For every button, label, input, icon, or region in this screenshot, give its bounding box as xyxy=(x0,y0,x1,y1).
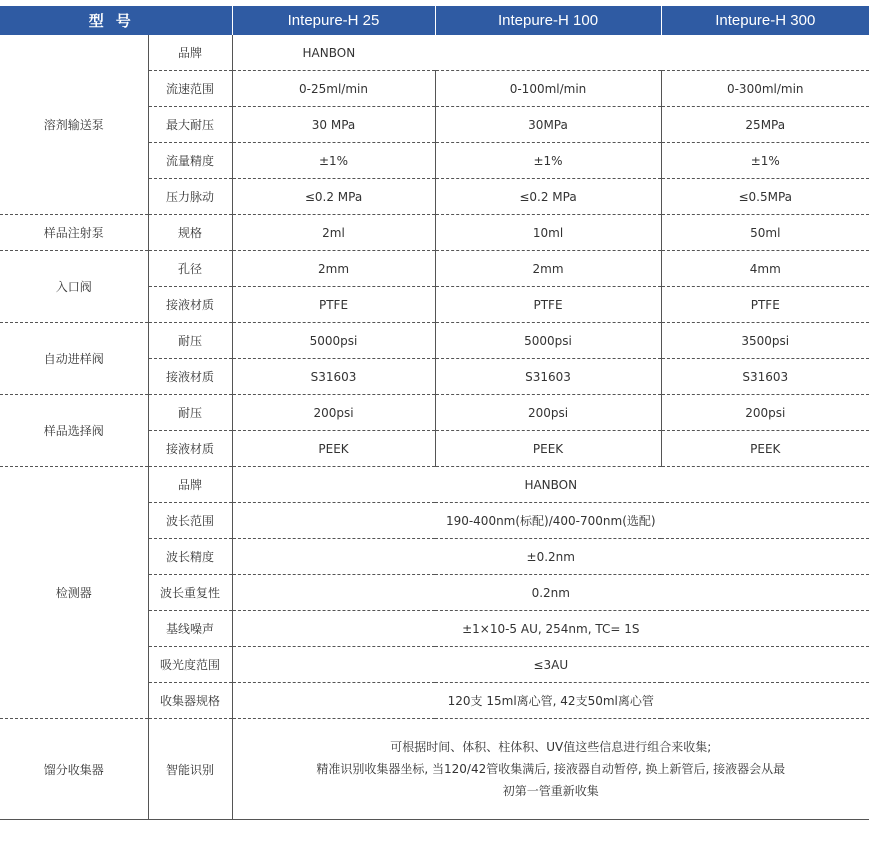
param-bore: 孔径 xyxy=(148,251,232,287)
param-absorbance-range: 吸光度范围 xyxy=(148,647,232,683)
category-fraction-collector: 馏分收集器 xyxy=(0,719,148,820)
category-solvent-pump: 溶剂输送泵 xyxy=(0,35,148,215)
table-row xyxy=(0,35,869,71)
value-cell: ≤0.5MPa xyxy=(661,179,869,215)
value-cell: PTFE xyxy=(661,287,869,323)
value-cell: ≤0.2 MPa xyxy=(232,179,435,215)
value-cell: ±1×10-5 AU, 254nm, TC= 1S xyxy=(232,611,869,647)
param-flow-range: 流速范围 xyxy=(148,71,232,107)
param-wavelength-accuracy: 波长精度 xyxy=(148,539,232,575)
header-row xyxy=(0,6,869,35)
table-row xyxy=(0,719,869,820)
model-h300-header: Intepure-H 300 xyxy=(661,6,869,35)
param-wetted-material: 接液材质 xyxy=(148,287,232,323)
category-sample-pump: 样品注射泵 xyxy=(0,215,148,251)
value-cell: S31603 xyxy=(661,359,869,395)
category-select-valve: 样品选择阀 xyxy=(0,395,148,467)
value-cell: 4mm xyxy=(661,251,869,287)
detector-brand-value: HANBON xyxy=(232,467,869,503)
table-row xyxy=(0,467,869,503)
param-max-pressure: 最大耐压 xyxy=(148,107,232,143)
category-detector: 检测器 xyxy=(0,467,148,719)
value-cell: PEEK xyxy=(661,431,869,467)
table-row xyxy=(0,395,869,431)
model-header: 型号 xyxy=(0,6,232,35)
value-cell: 2ml xyxy=(232,215,435,251)
value-cell: ±1% xyxy=(435,143,661,179)
param-brand: 品牌 xyxy=(148,467,232,503)
value-cell: 10ml xyxy=(435,215,661,251)
value-cell: PEEK xyxy=(232,431,435,467)
value-cell: 2mm xyxy=(435,251,661,287)
value-cell: 2mm xyxy=(232,251,435,287)
value-cell: PTFE xyxy=(435,287,661,323)
param-wavelength-repeatability: 波长重复性 xyxy=(148,575,232,611)
spec-table xyxy=(0,6,869,820)
value-cell: ≤3AU xyxy=(232,647,869,683)
value-cell: 30MPa xyxy=(435,107,661,143)
value-cell: ±1% xyxy=(232,143,435,179)
model-h100-header: Intepure-H 100 xyxy=(435,6,661,35)
smart-line-1: 可根据时间、体积、柱体积、UV值这些信息进行组合来收集; xyxy=(390,740,712,754)
value-cell: 0-25ml/min xyxy=(232,71,435,107)
table-row xyxy=(0,323,869,359)
value-cell: ±1% xyxy=(661,143,869,179)
smart-line-3: 初第一管重新收集 xyxy=(502,784,599,798)
value-cell: S31603 xyxy=(232,359,435,395)
value-cell: 0.2nm xyxy=(232,575,869,611)
param-baseline-noise: 基线噪声 xyxy=(148,611,232,647)
value-cell: 200psi xyxy=(435,395,661,431)
value-cell: ±0.2nm xyxy=(232,539,869,575)
value-cell: PTFE xyxy=(232,287,435,323)
value-cell: 190-400nm(标配)/400-700nm(选配) xyxy=(232,503,869,539)
param-pressure-pulse: 压力脉动 xyxy=(148,179,232,215)
value-cell: ≤0.2 MPa xyxy=(435,179,661,215)
value-cell: 0-300ml/min xyxy=(661,71,869,107)
param-spec: 规格 xyxy=(148,215,232,251)
value-cell: PEEK xyxy=(435,431,661,467)
param-collector-spec: 收集器规格 xyxy=(148,683,232,719)
param-wavelength-range: 波长范围 xyxy=(148,503,232,539)
value-cell: 50ml xyxy=(661,215,869,251)
value-cell: 120支 15ml离心管, 42支50ml离心管 xyxy=(232,683,869,719)
value-cell: 200psi xyxy=(661,395,869,431)
param-flow-accuracy: 流量精度 xyxy=(148,143,232,179)
model-h25-header: Intepure-H 25 xyxy=(232,6,435,35)
param-pressure: 耐压 xyxy=(148,395,232,431)
table-row xyxy=(0,215,869,251)
category-inlet-valve: 入口阀 xyxy=(0,251,148,323)
value-cell: 3500psi xyxy=(661,323,869,359)
smart-line-2: 精准识别收集器坐标, 当120/42管收集满后, 接液器自动暂停, 换上新管后, 接液器会从最 xyxy=(316,762,786,776)
param-pressure: 耐压 xyxy=(148,323,232,359)
value-cell: 0-100ml/min xyxy=(435,71,661,107)
param-wetted-material: 接液材质 xyxy=(148,359,232,395)
smart-recognition-description xyxy=(232,719,869,820)
value-cell: 25MPa xyxy=(661,107,869,143)
param-smart-recognition: 智能识别 xyxy=(148,719,232,820)
pump-brand-value: HANBON xyxy=(232,35,869,71)
table-row xyxy=(0,251,869,287)
category-auto-valve: 自动进样阀 xyxy=(0,323,148,395)
value-cell: 30 MPa xyxy=(232,107,435,143)
value-cell: 5000psi xyxy=(232,323,435,359)
value-cell: 5000psi xyxy=(435,323,661,359)
param-brand: 品牌 xyxy=(148,35,232,71)
value-cell: 200psi xyxy=(232,395,435,431)
param-wetted-material: 接液材质 xyxy=(148,431,232,467)
value-cell: S31603 xyxy=(435,359,661,395)
